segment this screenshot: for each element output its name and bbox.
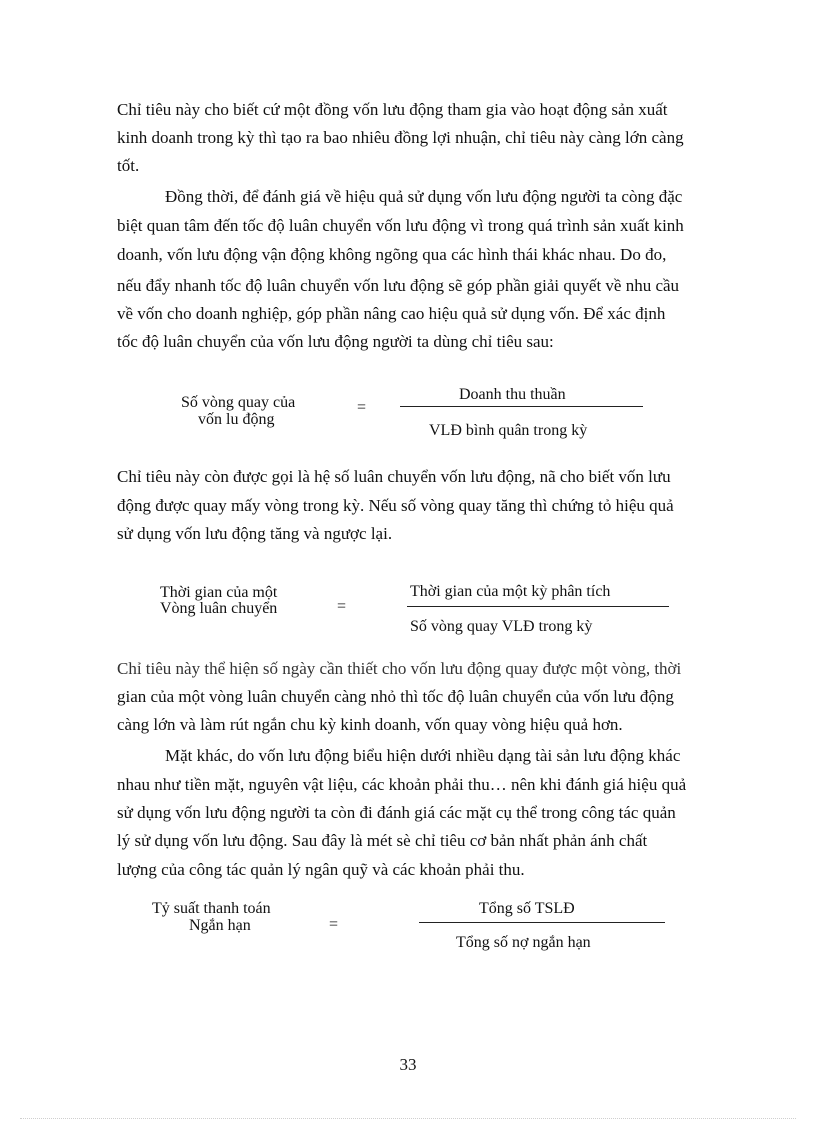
formula-2-lhs-line-1: Thời gian của một [160,584,278,601]
formula-1-numerator: Doanh thu thuần [459,386,566,403]
formula-1-lhs-line-2: vốn lu động [198,411,275,428]
formula-1-denominator: VLĐ bình quân trong kỳ [429,422,588,439]
page-number: 33 [399,1055,417,1074]
p3-line-3: sử dụng vốn lưu động tăng và ngược lại. [117,524,393,543]
p1-line-3: tốt. [117,156,140,175]
p4-line-3: càng lớn và làm rút ngắn chu kỳ kinh doanh, vốn quay vòng hiệu quả hơn. [117,715,623,734]
p2-line-4: nếu đẩy nhanh tốc độ luân chuyển vốn lưu động sẽ góp phần giải quyết về nhu cầu [117,276,680,295]
formula-1-equals: = [357,399,367,416]
formula-1-lhs-line-1: Số vòng quay của [181,394,296,411]
p5-line-1: Mặt khác, do vốn lưu động biểu hiện dưới nhiều dạng tài sản lưu động khác [165,746,681,765]
p4-line-1: Chỉ tiêu này thể hiện số ngày cần thiết cho vốn lưu động quay được một vòng, thời [117,659,682,678]
formula-3-numerator: Tổng số TSLĐ [479,900,575,917]
p4-line-2: gian của một vòng luân chuyển càng nhỏ thì tốc độ luân chuyển của vốn lưu động [117,687,674,706]
formula-2-numerator: Thời gian của một kỳ phân tích [410,583,611,600]
p1-line-1: Chỉ tiêu này cho biết cứ một đồng vốn lưu động tham gia vào hoạt động sản xuất [117,100,668,119]
p3-line-1: Chỉ tiêu này còn được gọi là hệ số luân chuyển vốn lưu động, nã cho biết vốn lưu [117,467,671,486]
p5-line-4: lý sử dụng vốn lưu động. Sau đây là mét sè chỉ tiêu cơ bản nhất phản ánh chất [117,831,648,850]
formula-3-denominator: Tổng số nợ ngắn hạn [456,934,591,951]
formula-2-denominator: Số vòng quay VLĐ trong kỳ [410,618,593,635]
p2-line-3: doanh, vốn lưu động vận động không ngõng qua các hình thái khác nhau. Do đo, [117,245,667,264]
p2-line-6: tốc độ luân chuyển của vốn lưu động người ta dùng chỉ tiêu sau: [117,332,554,351]
p1-line-2: kinh doanh trong kỳ thì tạo ra bao nhiêu đồng lợi nhuận, chỉ tiêu này càng lớn càng [117,128,684,147]
formula-3-equals: = [329,916,339,933]
formula-3-lhs-line-2: Ngắn hạn [189,917,251,934]
formula-2-equals: = [337,598,347,615]
p5-line-2: nhau như tiền mặt, nguyên vật liệu, các khoản phải thu… nên khi đánh giá hiệu quả [117,775,687,794]
formula-3-fraction-bar [419,922,665,923]
p2-line-1: Đồng thời, để đánh giá về hiệu quả sử dụng vốn lưu động người ta còng đặc [165,187,683,206]
p5-line-5: lượng của công tác quản lý ngân quỹ và các khoản phải thu. [117,860,525,879]
formula-2-lhs-line-2: Vòng luân chuyển [160,600,278,617]
formula-1-fraction-bar [400,406,643,407]
p3-line-2: động được quay mấy vòng trong kỳ. Nếu số vòng quay tăng thì chứng tỏ hiệu quả [117,496,674,515]
formula-2-fraction-bar [407,606,669,607]
p2-line-5: về vốn cho doanh nghiệp, góp phần nâng cao hiệu quả sử dụng vốn. Để xác định [117,304,666,323]
p2-line-2: biệt quan tâm đến tốc độ luân chuyển vốn lưu động vì trong quá trình sản xuất kinh [117,216,684,235]
formula-3-lhs-line-1: Tỷ suất thanh toán [152,900,271,917]
p5-line-3: sử dụng vốn lưu động người ta còn đi đánh giá các mặt cụ thể trong công tác quản [117,803,676,822]
page-bottom-divider [20,1118,796,1119]
